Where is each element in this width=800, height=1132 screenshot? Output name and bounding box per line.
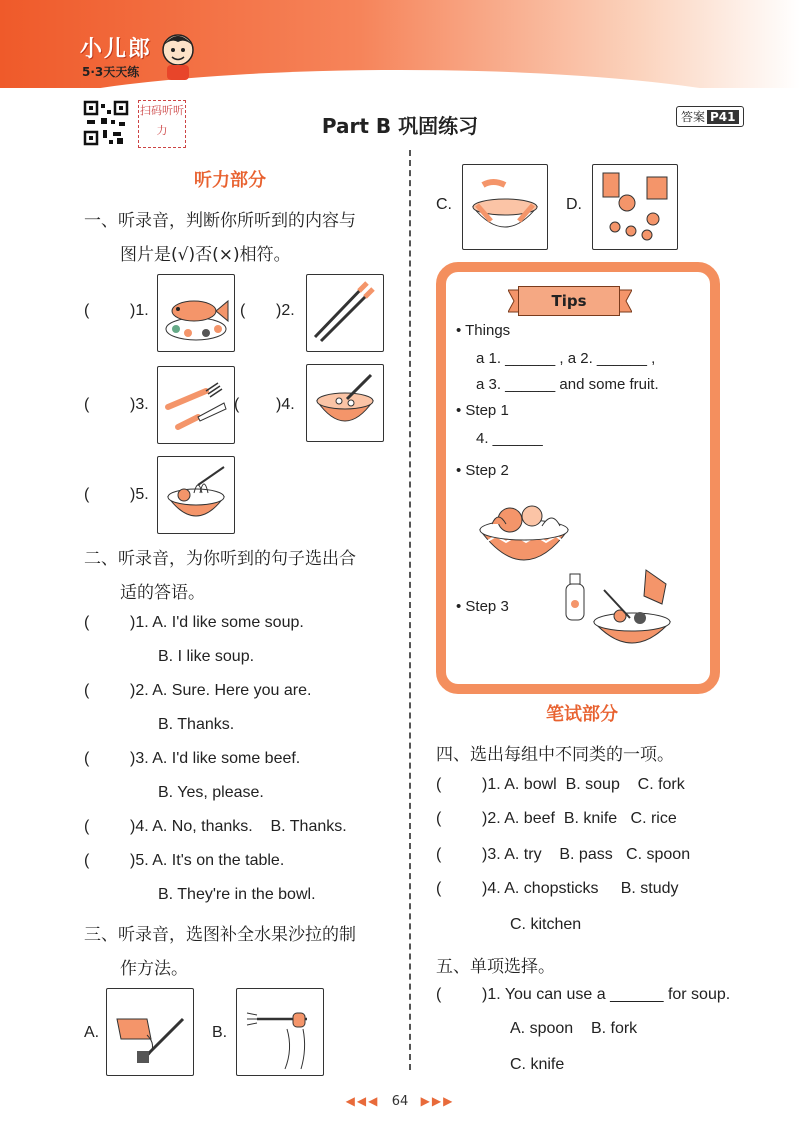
q2-instruction-line1: 二、听录音，为你听到的句子选出合 <box>84 549 356 569</box>
q2-item-5-option-b: B. They're in the bowl. <box>158 886 316 903</box>
brand-logo: 小儿郎 <box>80 37 153 62</box>
q2-item-3-option-b: B. Yes, please. <box>158 784 264 801</box>
q3-instruction-line1: 三、听录音，选图补全水果沙拉的制 <box>84 925 356 945</box>
q1-item-5-num: )5. <box>130 486 149 503</box>
tips-step3: • Step 3 <box>456 598 509 615</box>
q5-instruction: 五、单项选择。 <box>436 957 555 977</box>
q1-item-4-num: )4. <box>276 396 295 413</box>
left-arrows-icon: ◀◀◀ <box>345 1094 380 1108</box>
listening-heading: 听力部分 <box>194 170 266 191</box>
q3-instruction-line2: 作方法。 <box>120 959 188 979</box>
hand-fork-picture[interactable] <box>236 988 324 1076</box>
q4-item-2: )2. A. beef B. knife C. rice <box>482 810 677 827</box>
q2-instruction-line2: 适的答语。 <box>120 583 205 603</box>
q1-item-3-num: )3. <box>130 396 149 413</box>
q2-item-2-option-a: )2. A. Sure. Here you are. <box>130 682 312 699</box>
page-number: 64 <box>391 1094 409 1109</box>
tips-step1: • Step 1 <box>456 402 509 419</box>
q2-item-1-paren[interactable]: ( <box>84 614 90 631</box>
writing-heading: 笔试部分 <box>546 704 618 725</box>
q1-item-2-num: )2. <box>276 302 295 319</box>
stirring-salad-icon <box>560 560 680 660</box>
noodles-picture <box>157 456 235 534</box>
q5-item-1: )1. You can use a ______ for soup. <box>482 986 731 1003</box>
q4-item-2-paren[interactable]: ( <box>436 810 442 827</box>
q1-item-4-paren[interactable]: ( <box>234 396 240 413</box>
q4-item-1: )1. A. bowl B. soup C. fork <box>482 776 685 793</box>
mixing-bowl-picture[interactable] <box>462 164 548 250</box>
column-divider <box>409 150 411 1070</box>
tips-step2: • Step 2 <box>456 462 509 479</box>
brand-subtitle: 5·3天天练 <box>82 65 140 79</box>
q1-item-1-num: )1. <box>130 302 149 319</box>
q4-item-1-paren[interactable]: ( <box>436 776 442 793</box>
q4-item-3: )3. A. try B. pass C. spoon <box>482 846 691 863</box>
q3-label-a: A. <box>84 1024 100 1041</box>
cutting-fruit-picture[interactable] <box>106 988 194 1076</box>
q5-item-1-paren[interactable]: ( <box>436 986 442 1003</box>
q4-item-4-paren[interactable]: ( <box>436 880 442 897</box>
q2-item-2-paren[interactable]: ( <box>84 682 90 699</box>
q1-instruction-line1: 一、听录音，判断你所听到的内容与 <box>84 211 356 231</box>
q2-item-3-paren[interactable]: ( <box>84 750 90 767</box>
q2-item-3-option-a: )3. A. I'd like some beef. <box>130 750 301 767</box>
q5-option-c: C. knife <box>510 1056 565 1073</box>
page-footer <box>0 1094 800 1109</box>
q4-item-4: )4. A. chopsticks B. study <box>482 880 679 897</box>
q1-item-2-paren[interactable]: ( <box>240 302 246 319</box>
q4-item-4-option-c: C. kitchen <box>510 916 582 933</box>
q3-label-b: B. <box>212 1024 228 1041</box>
mascot-icon <box>155 30 201 82</box>
fish-dish-picture <box>157 274 235 352</box>
chopsticks-picture <box>306 274 384 352</box>
tips-things: • Things <box>456 322 511 339</box>
q2-item-2-option-b: B. Thanks. <box>158 716 235 733</box>
knife-fork-picture <box>157 366 235 444</box>
q2-item-5-paren[interactable]: ( <box>84 852 90 869</box>
q2-item-1-option-a: )1. A. I'd like some soup. <box>130 614 304 631</box>
scan-listen-label: 扫码听听力 <box>138 100 186 148</box>
answer-label: 答案 <box>681 110 706 124</box>
q4-item-3-paren[interactable]: ( <box>436 846 442 863</box>
q3-label-c: C. <box>436 196 452 213</box>
q1-item-1-paren[interactable]: ( <box>84 302 90 319</box>
soup-bowl-picture <box>306 364 384 442</box>
answer-reference <box>676 106 744 127</box>
tips-things-line2: a 3. ______ and some fruit. <box>476 376 659 393</box>
tips-label: Tips <box>518 286 620 316</box>
tips-things-line1: a 1. ______ , a 2. ______ , <box>476 350 656 367</box>
tips-step1-blank[interactable]: 4. ______ <box>476 430 543 447</box>
page-title: Part B 巩固练习 <box>321 114 479 138</box>
q2-item-4-paren[interactable]: ( <box>84 818 90 835</box>
q3-label-d: D. <box>566 196 582 213</box>
q2-item-5-option-a: )5. A. It's on the table. <box>130 852 285 869</box>
peeling-fruit-picture[interactable] <box>592 164 678 250</box>
q1-item-5-paren[interactable]: ( <box>84 486 90 503</box>
q2-item-1-option-b: B. I like soup. <box>158 648 255 665</box>
right-arrows-icon: ▶▶▶ <box>420 1094 455 1108</box>
q1-item-3-paren[interactable]: ( <box>84 396 90 413</box>
q2-item-4-options: )4. A. No, thanks. B. Thanks. <box>130 818 347 835</box>
q1-instruction-line2: 图片是(√)否(×)相符。 <box>120 245 291 265</box>
q5-options-ab: A. spoon B. fork <box>510 1020 638 1037</box>
q4-instruction: 四、选出每组中不同类的一项。 <box>436 745 674 765</box>
answer-page: P41 <box>707 110 739 124</box>
